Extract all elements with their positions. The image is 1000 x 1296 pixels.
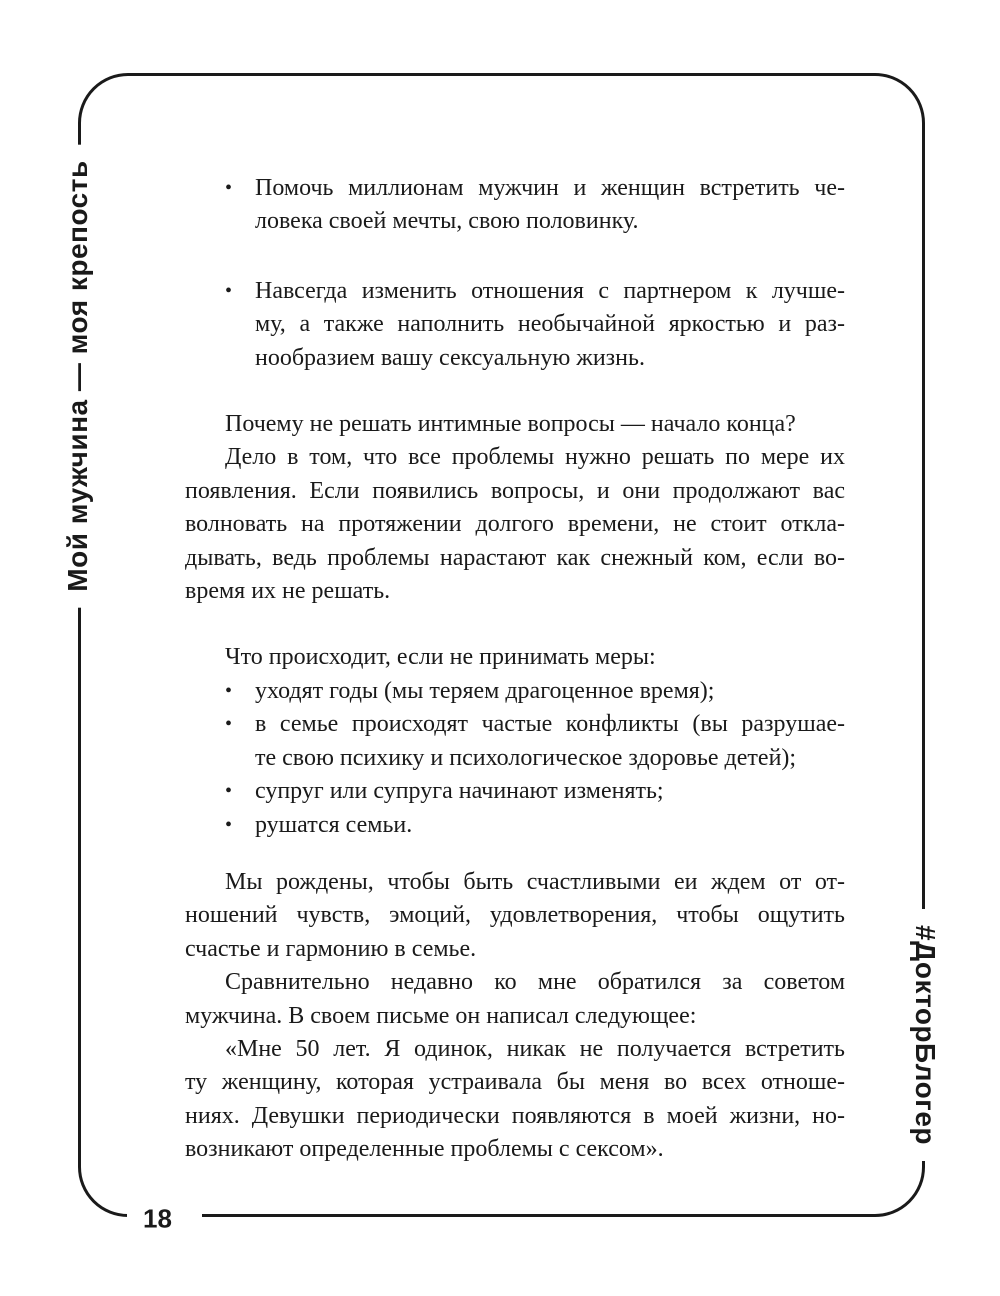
text-line: дывать, ведь проблемы нарастают как снежный ком, если во- (185, 544, 845, 571)
bullet-item (185, 775, 845, 808)
paragraph-gap (185, 375, 845, 408)
text-line: появления. Если появились вопросы, и они продолжают вас (185, 477, 845, 504)
text-line: Помочь миллионам мужчин и женщин встретить че- (255, 175, 845, 201)
text-line: ношений чувств, эмоций, удовлетворения, чтобы ощутить (185, 902, 845, 929)
text-line: те свою психику и психологическое здоровье детей); (255, 744, 797, 771)
bullet-icon: • (225, 813, 233, 836)
text-line: время их не решать. (185, 578, 391, 605)
bullet-icon: • (225, 279, 233, 302)
text-line: «Мне 50 лет. Я одинок, никак не получается встретить (225, 1035, 845, 1062)
text-line: ловека своей мечты, свою половинку. (255, 208, 639, 235)
page-number-text: 18 (127, 1198, 202, 1241)
left-margin-title-text: Мой мужчина — моя крепость (57, 144, 99, 607)
text-line: мужчина. В своем письме он написал следующее: (185, 1002, 697, 1029)
text-line: в семье происходят частые конфликты (вы разрушае- (255, 711, 845, 738)
text-line: Мы рождены, чтобы быть счастливыми еи ждем от от- (225, 868, 845, 895)
paragraph-gap (185, 239, 845, 275)
paragraph (185, 441, 845, 608)
text-line: уходят годы (мы теряем драгоценное время); (255, 677, 715, 704)
text-line: волновать на протяжении долгого времени, не стоит откла- (185, 511, 845, 538)
text-line: счастье и гармонию в семье. (185, 935, 477, 962)
paragraph-gap (185, 842, 845, 866)
text-line: ту женщину, которая устраивала бы меня во всех отноше- (185, 1069, 845, 1096)
text-line: Сравнительно недавно ко мне обратился за советом (225, 969, 845, 996)
text-line: ниях. Девушки периодически появляются в моей жизни, но- (185, 1102, 845, 1129)
text-line: Что происходит, если не принимать меры: (225, 644, 656, 671)
bullet-item (185, 708, 845, 775)
text-line: Дело в том, что все проблемы нужно решать по мере их (225, 444, 845, 471)
bullet-item (185, 172, 845, 239)
paragraph (185, 641, 845, 674)
text-line: возникают определенные проблемы с сексом». (185, 1136, 664, 1163)
bullet-item (185, 275, 845, 375)
bullet-icon: • (225, 713, 233, 736)
text-line: Почему не решать интимные вопросы — начало конца? (225, 411, 796, 438)
bullet-icon: • (225, 780, 233, 803)
bullet-icon: • (225, 177, 233, 199)
paragraph (185, 1033, 845, 1167)
text-line: му, а также наполнить необычайной яркостью и раз- (255, 311, 845, 338)
paragraph-gap (185, 608, 845, 641)
text-line: нообразием вашу сексуальную жизнь. (255, 344, 645, 371)
text-line: супруг или супруга начинают изменять; (255, 778, 664, 805)
bullet-item (185, 809, 845, 842)
right-margin-hashtag-text: #ДокторБлогер (904, 909, 946, 1161)
bullet-item (185, 675, 845, 708)
bullet-icon: • (225, 679, 233, 702)
text-line: Навсегда изменить отношения с партнером к лучше- (255, 277, 845, 304)
paragraph (185, 408, 845, 441)
text-line: рушатся семьи. (255, 811, 413, 838)
body-text (185, 172, 845, 1167)
paragraph (185, 866, 845, 966)
paragraph (185, 966, 845, 1033)
